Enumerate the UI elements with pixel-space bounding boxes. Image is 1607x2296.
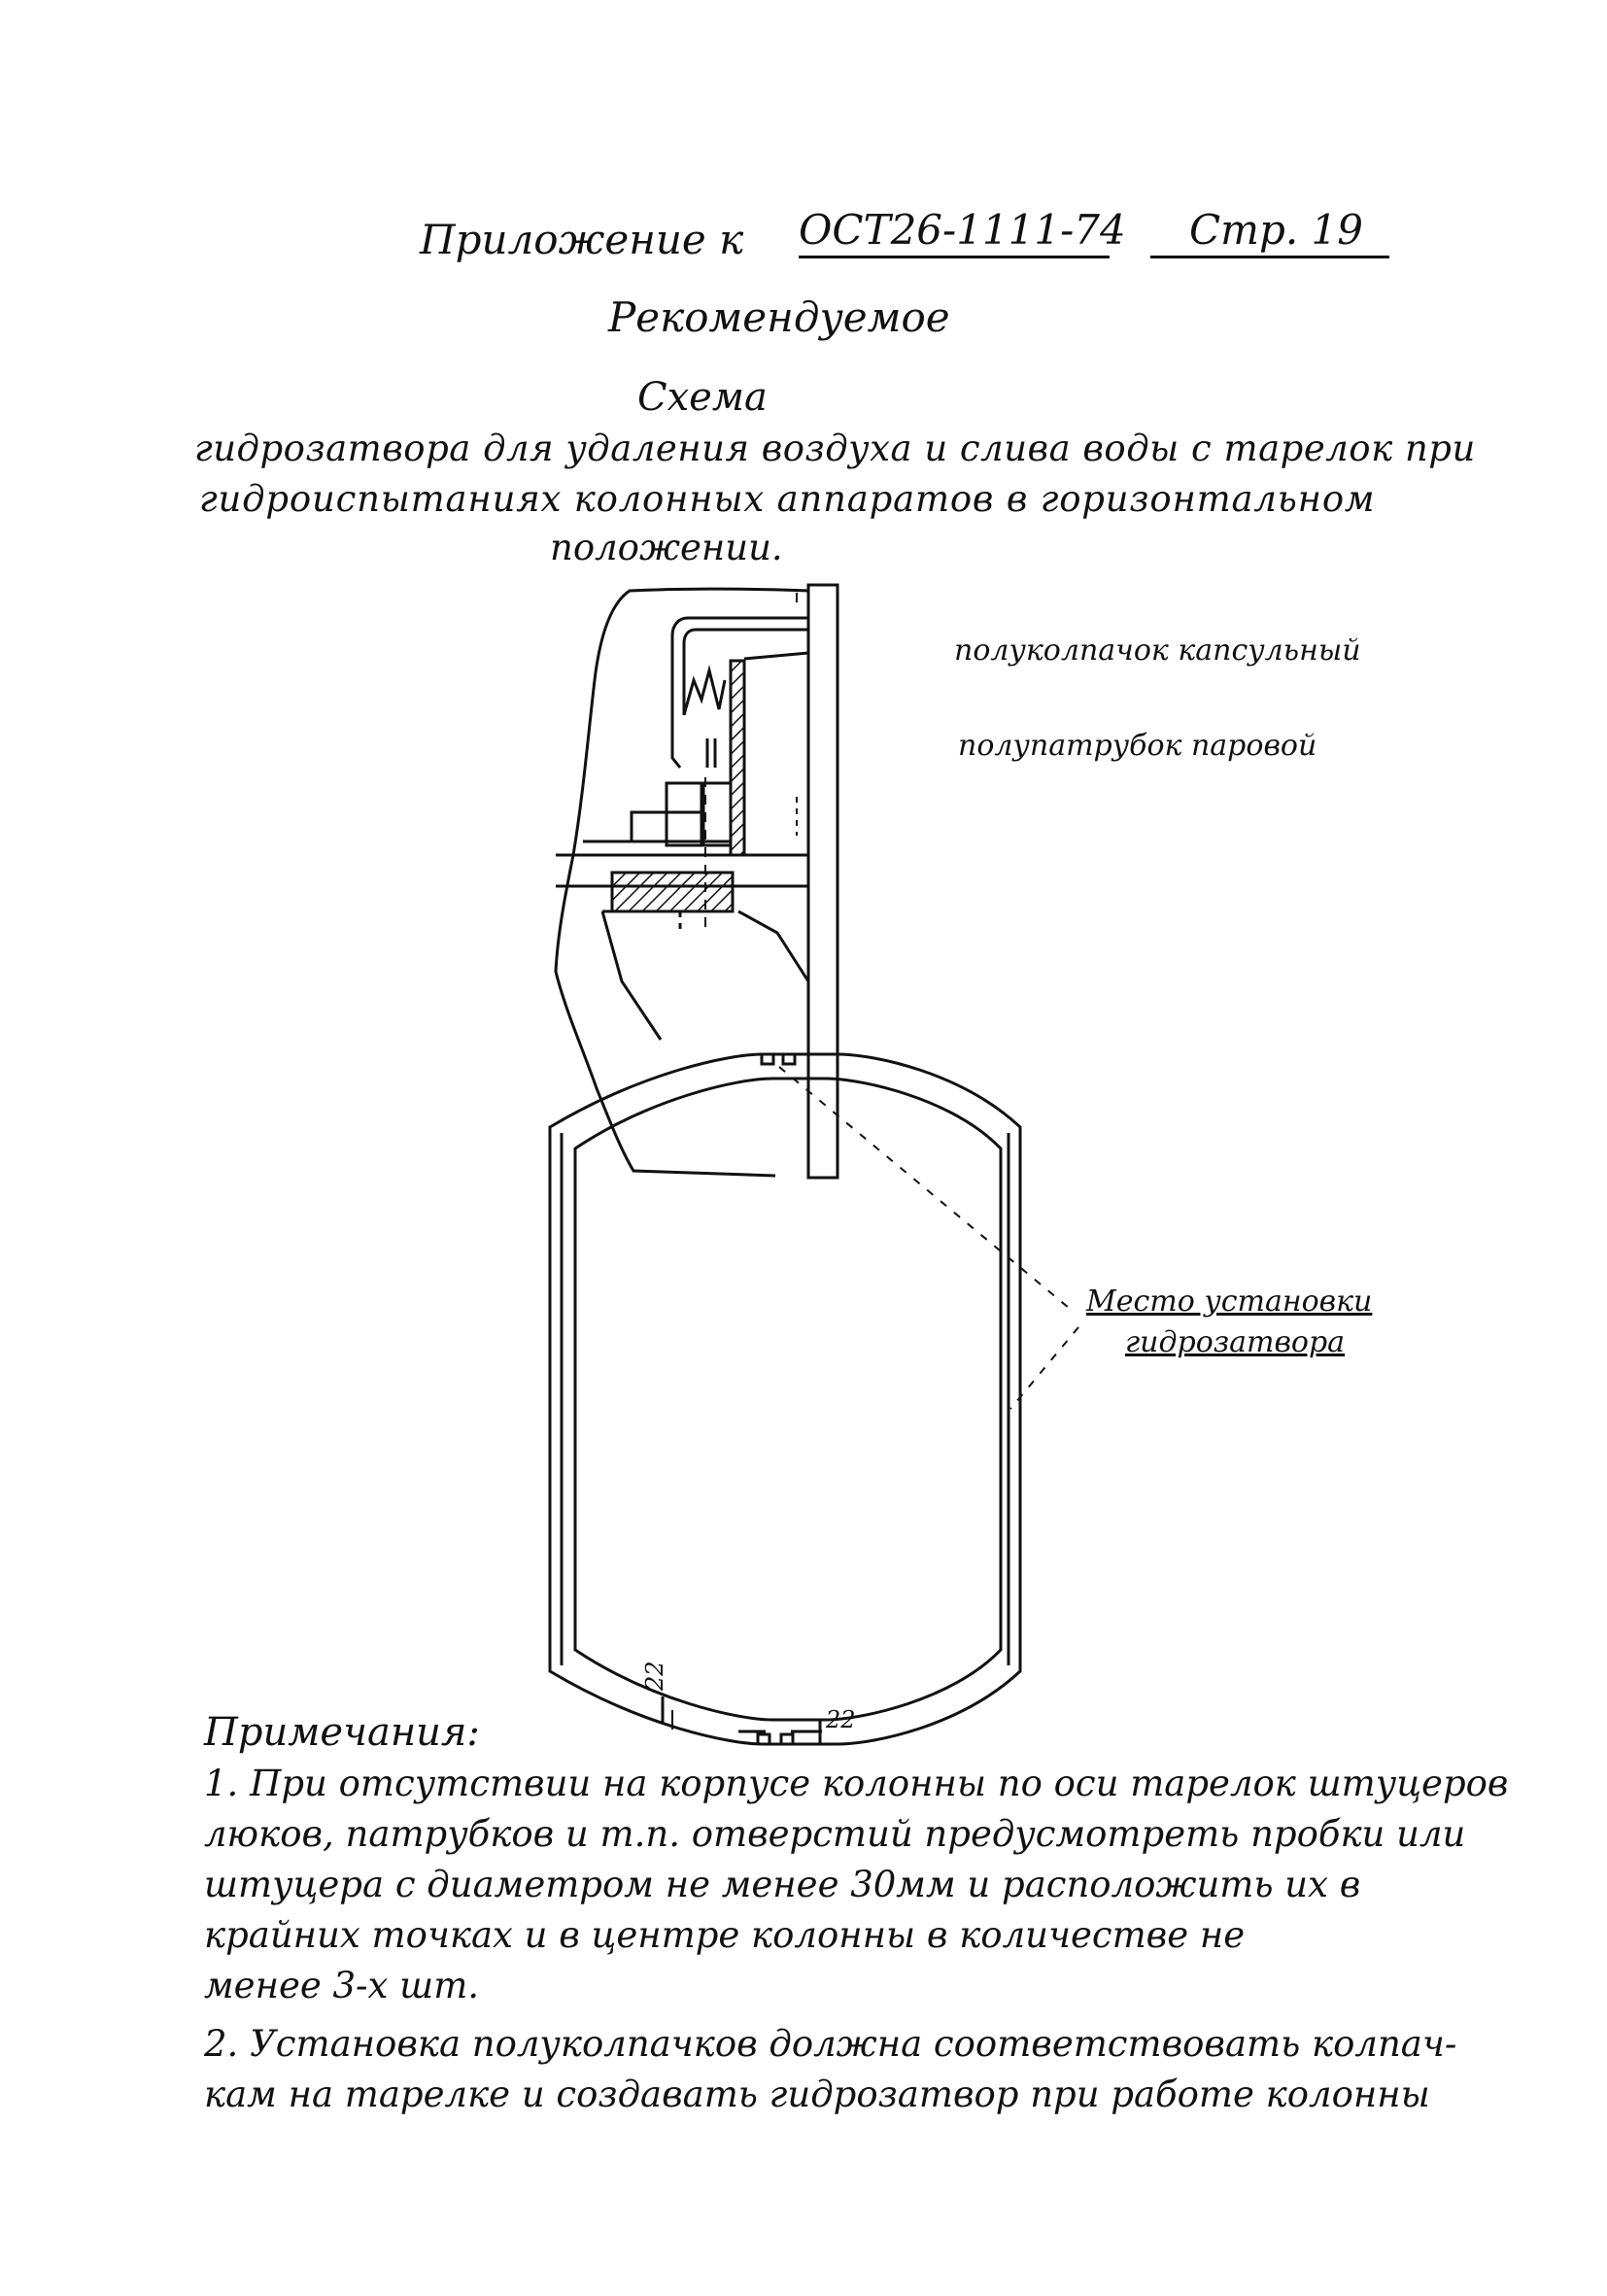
notes-heading: Примечания: <box>204 1710 480 1755</box>
note-1-line-5: менее 3-х шт. <box>204 1965 480 2006</box>
title-line-3: положении. <box>550 527 783 568</box>
section-mark-right: 22 <box>826 1706 856 1733</box>
page-number: Стр. 19 <box>1150 206 1389 258</box>
status-label: Рекомендуемое <box>608 293 950 341</box>
note-2-line-1: 2. Установка полуколпачков должна соответствовать колпач- <box>204 2023 1457 2065</box>
title-line-1: гидрозатвора для удаления воздуха и слива воды с тарелок при <box>194 428 1476 469</box>
section-mark-left: 22 <box>641 1661 668 1691</box>
label-cap: полуколпачок капсульный <box>954 634 1361 668</box>
title-heading: Схема <box>637 375 768 420</box>
note-1-line-2: люков, патрубков и т.п. отверстий предусмотреть пробки или <box>204 1813 1466 1855</box>
note-1-line-3: штуцера с диаметром не менее 30мм и расположить их в <box>204 1864 1361 1905</box>
note-1-line-1: 1. При отсутствии на корпусе колонны по оси тарелок штуцеров <box>204 1763 1509 1804</box>
note-2-line-2: кам на тарелке и создавать гидрозатвор при работе колонны <box>204 2073 1430 2115</box>
standard-number: ОСТ26-1111-74 <box>799 206 1110 258</box>
detail-view <box>556 585 838 1178</box>
appendix-label: Приложение к <box>420 216 744 263</box>
title-line-2: гидроиспытаниях колонных аппаратов в горизонтальном <box>199 478 1376 520</box>
label-place-line1: Место установки <box>1086 1285 1373 1319</box>
note-1-line-4: крайних точках и в центре колонны в количестве не <box>204 1914 1246 1956</box>
label-place-line2: гидрозатвора <box>1125 1325 1346 1359</box>
label-pipe: полупатрубок паровой <box>958 729 1317 763</box>
